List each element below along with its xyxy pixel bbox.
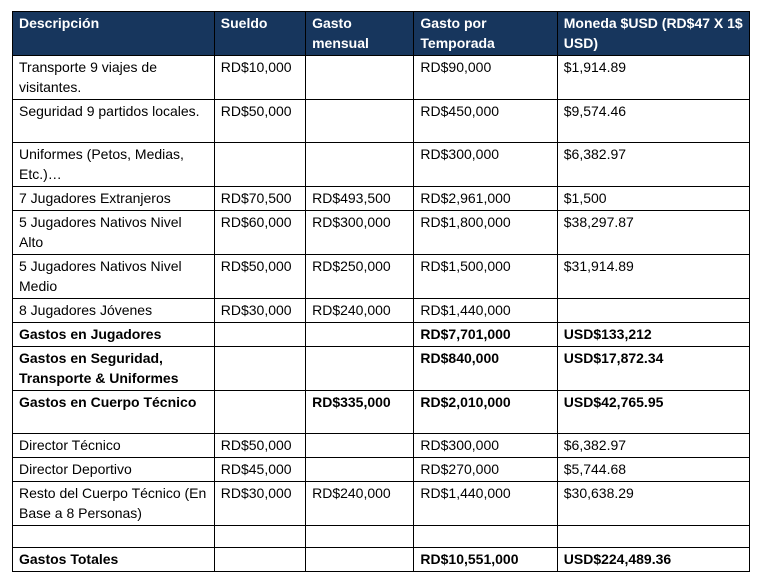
- table-row: [13, 391, 750, 434]
- cell-gasto-mensual: [306, 434, 414, 458]
- cell-descripcion: Transporte 9 viajes de visitantes.: [13, 56, 215, 100]
- cell-sueldo: [214, 143, 305, 187]
- cell-moneda-usd: USD$133,212: [557, 323, 749, 347]
- cell-gasto-mensual: [306, 143, 414, 187]
- cell-gasto-mensual: [306, 323, 414, 347]
- cell-sueldo: RD$30,000: [214, 299, 305, 323]
- cell-descripcion: 7 Jugadores Extranjeros: [13, 187, 215, 211]
- cell-descripcion: Uniformes (Petos, Medias, Etc.)…: [13, 143, 215, 187]
- cell-sueldo: RD$45,000: [214, 458, 305, 482]
- cell-gasto-mensual: [306, 526, 414, 548]
- cell-gasto-mensual: [306, 100, 414, 143]
- cell-moneda-usd: $1,914.89: [557, 56, 749, 100]
- header-row: [13, 12, 750, 56]
- cell-sueldo: RD$50,000: [214, 100, 305, 143]
- cell-sueldo: RD$70,500: [214, 187, 305, 211]
- table-row: [13, 458, 750, 482]
- cell-gasto-mensual: [306, 458, 414, 482]
- cell-gasto-mensual: [306, 347, 414, 391]
- cell-moneda-usd: [557, 299, 749, 323]
- cell-gasto-temporada: RD$1,800,000: [414, 211, 557, 255]
- header-sueldo: Sueldo: [214, 12, 305, 56]
- header-moneda-usd: Moneda $USD (RD$47 X 1$ USD): [557, 12, 749, 56]
- cell-descripcion: Director Deportivo: [13, 458, 215, 482]
- cell-descripcion: Seguridad 9 partidos locales.: [13, 100, 215, 143]
- cell-descripcion: Director Técnico: [13, 434, 215, 458]
- cell-gasto-mensual: RD$300,000: [306, 211, 414, 255]
- cell-moneda-usd: USD$42,765.95: [557, 391, 749, 434]
- table-row: [13, 100, 750, 143]
- cell-gasto-temporada: [414, 526, 557, 548]
- cell-gasto-temporada: RD$90,000: [414, 56, 557, 100]
- cell-descripcion: Gastos en Jugadores: [13, 323, 215, 347]
- cell-moneda-usd: $31,914.89: [557, 255, 749, 299]
- cell-sueldo: [214, 391, 305, 434]
- cell-moneda-usd: USD$224,489.36: [557, 548, 749, 572]
- cell-gasto-mensual: RD$493,500: [306, 187, 414, 211]
- cell-gasto-temporada: RD$2,961,000: [414, 187, 557, 211]
- cell-descripcion: Gastos Totales: [13, 548, 215, 572]
- cell-descripcion: 5 Jugadores Nativos Nivel Medio: [13, 255, 215, 299]
- cell-moneda-usd: [557, 526, 749, 548]
- table-row: [13, 187, 750, 211]
- budget-table: [12, 11, 750, 572]
- table-row: [13, 56, 750, 100]
- cell-gasto-mensual: [306, 56, 414, 100]
- cell-moneda-usd: $1,500: [557, 187, 749, 211]
- table-row: [13, 323, 750, 347]
- cell-descripcion: Gastos en Seguridad, Transporte & Uniformes: [13, 347, 215, 391]
- cell-sueldo: RD$60,000: [214, 211, 305, 255]
- cell-moneda-usd: $6,382.97: [557, 434, 749, 458]
- header-descripcion: Descripción: [13, 12, 215, 56]
- cell-gasto-temporada: RD$1,440,000: [414, 299, 557, 323]
- cell-gasto-temporada: RD$300,000: [414, 143, 557, 187]
- table-row: [13, 434, 750, 458]
- cell-descripcion: [13, 526, 215, 548]
- table-row: [13, 143, 750, 187]
- table-row: [13, 211, 750, 255]
- cell-gasto-mensual: RD$240,000: [306, 482, 414, 526]
- cell-sueldo: [214, 323, 305, 347]
- cell-gasto-temporada: RD$450,000: [414, 100, 557, 143]
- cell-sueldo: [214, 347, 305, 391]
- cell-gasto-temporada: RD$10,551,000: [414, 548, 557, 572]
- cell-gasto-mensual: RD$335,000: [306, 391, 414, 434]
- table-row: [13, 548, 750, 572]
- cell-moneda-usd: $6,382.97: [557, 143, 749, 187]
- cell-moneda-usd: $5,744.68: [557, 458, 749, 482]
- cell-gasto-temporada: RD$1,500,000: [414, 255, 557, 299]
- header-gasto-mensual: Gasto mensual: [306, 12, 414, 56]
- table-row: [13, 482, 750, 526]
- table-body: [13, 56, 750, 572]
- cell-moneda-usd: $9,574.46: [557, 100, 749, 143]
- cell-sueldo: [214, 548, 305, 572]
- header-gasto-temporada: Gasto por Temporada: [414, 12, 557, 56]
- cell-gasto-mensual: RD$250,000: [306, 255, 414, 299]
- cell-gasto-temporada: RD$2,010,000: [414, 391, 557, 434]
- cell-gasto-temporada: RD$7,701,000: [414, 323, 557, 347]
- table-header: [13, 12, 750, 56]
- cell-gasto-temporada: RD$300,000: [414, 434, 557, 458]
- cell-moneda-usd: $38,297.87: [557, 211, 749, 255]
- cell-sueldo: RD$50,000: [214, 434, 305, 458]
- cell-descripcion: Gastos en Cuerpo Técnico: [13, 391, 215, 434]
- cell-descripcion: 8 Jugadores Jóvenes: [13, 299, 215, 323]
- cell-sueldo: RD$30,000: [214, 482, 305, 526]
- cell-sueldo: RD$50,000: [214, 255, 305, 299]
- cell-moneda-usd: $30,638.29: [557, 482, 749, 526]
- cell-gasto-temporada: RD$1,440,000: [414, 482, 557, 526]
- table-row: [13, 255, 750, 299]
- cell-descripcion: 5 Jugadores Nativos Nivel Alto: [13, 211, 215, 255]
- cell-moneda-usd: USD$17,872.34: [557, 347, 749, 391]
- cell-descripcion: Resto del Cuerpo Técnico (En Base a 8 Personas): [13, 482, 215, 526]
- cell-sueldo: [214, 526, 305, 548]
- table-row: [13, 347, 750, 391]
- table-row: [13, 526, 750, 548]
- table-row: [13, 299, 750, 323]
- cell-sueldo: RD$10,000: [214, 56, 305, 100]
- cell-gasto-temporada: RD$840,000: [414, 347, 557, 391]
- cell-gasto-mensual: [306, 548, 414, 572]
- cell-gasto-temporada: RD$270,000: [414, 458, 557, 482]
- cell-gasto-mensual: RD$240,000: [306, 299, 414, 323]
